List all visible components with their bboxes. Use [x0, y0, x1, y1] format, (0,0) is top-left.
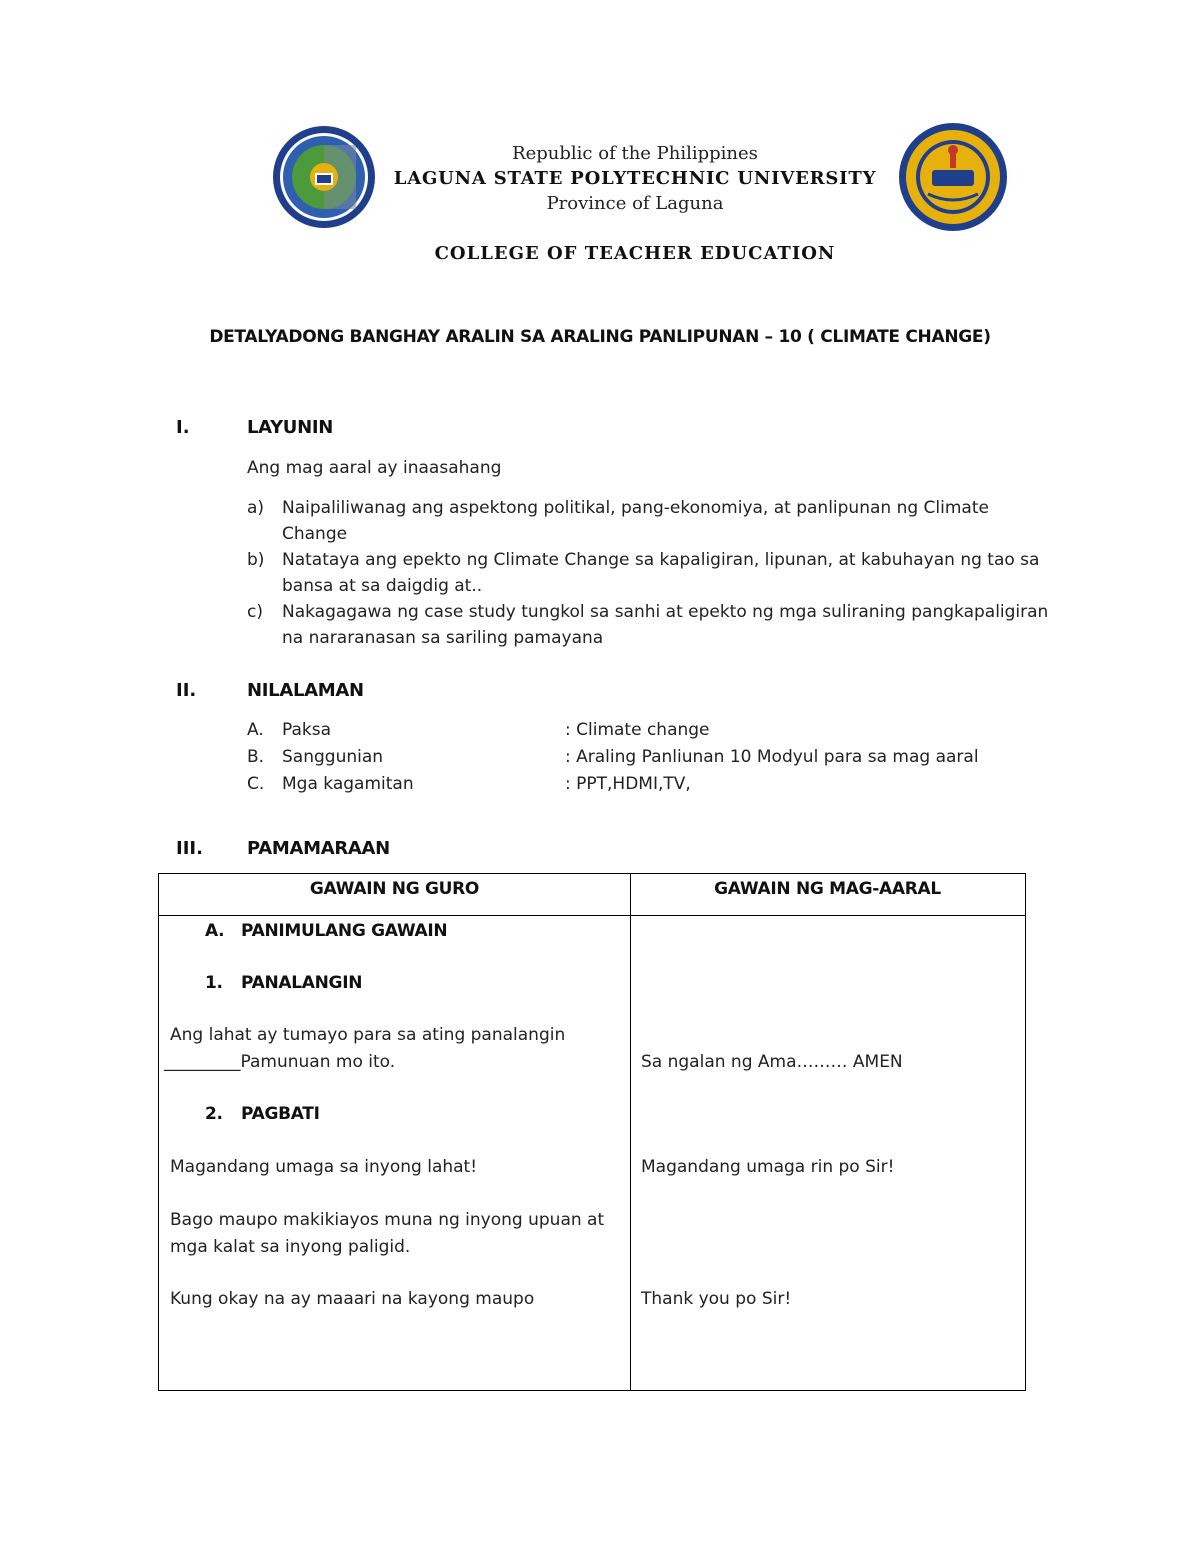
objective-item [247, 599, 1067, 651]
content-value: : Climate change [565, 720, 710, 740]
procedure-table [158, 873, 1026, 1391]
section-number-iii: III. [176, 838, 203, 859]
content-label: Paksa [282, 720, 332, 740]
objective-item [247, 547, 1067, 599]
objective-text: Nakagagawa ng case study tungkol sa sanhi at epekto ng mga suliraning pangkapaligiran na nararanasan sa sariling pamayana [282, 602, 1049, 648]
content-item-kagamitan [247, 774, 691, 800]
magaaral-text-pagbati: Magandang umaga rin po Sir! [641, 1157, 895, 1177]
guro-text-kalat: mga kalat sa inyong paligid. [170, 1237, 411, 1257]
cte-seal-logo [898, 122, 1008, 232]
section-number-ii: II. [176, 680, 197, 701]
guro-text-upuan: Bago maupo makikiayos muna ng inyong upuan at [170, 1210, 605, 1230]
subheading-label: PAGBATI [241, 1104, 320, 1124]
subheading-marker: 2. [205, 1104, 223, 1124]
content-marker: C. [247, 774, 265, 794]
objective-item [247, 495, 1067, 547]
magaaral-text-thankyou: Thank you po Sir! [641, 1289, 792, 1309]
subheading-pagbati [205, 1104, 320, 1124]
content-value: : PPT,HDMI,TV, [565, 774, 691, 794]
section-title-pamamaraan: PAMAMARAAN [247, 838, 390, 859]
content-value: : Araling Panliunan 10 Modyul para sa mag aaral [565, 747, 979, 767]
content-marker: A. [247, 720, 264, 740]
header-college: COLLEGE OF TEACHER EDUCATION [434, 243, 836, 264]
layunin-intro: Ang mag aaral ay inaasahang [247, 458, 502, 478]
table-header-magaaral: GAWAIN NG MAG-AARAL [714, 879, 941, 899]
guro-text-pagbati: Magandang umaga sa inyong lahat! [170, 1157, 478, 1177]
guro-text-pamunuan: _________Pamunuan mo ito. [164, 1052, 396, 1072]
section-title-nilalaman: NILALAMAN [247, 680, 364, 701]
content-label: Sanggunian [282, 747, 384, 767]
guro-text-panalangin: Ang lahat ay tumayo para sa ating panalangin [170, 1025, 566, 1045]
magaaral-text-amen: Sa ngalan ng Ama……… AMEN [641, 1052, 903, 1072]
content-item-paksa [247, 720, 710, 746]
objective-marker: c) [247, 602, 263, 622]
table-header-divider [159, 915, 1025, 916]
subheading-panimula [205, 921, 447, 941]
subheading-marker: 1. [205, 973, 223, 993]
section-title-layunin: LAYUNIN [247, 417, 334, 438]
guro-text-maupo: Kung okay na ay maaari na kayong maupo [170, 1289, 535, 1309]
header-province: Province of Laguna [546, 193, 724, 214]
objective-marker: a) [247, 498, 265, 518]
objective-text: Natataya ang epekto ng Climate Change sa kapaligiran, lipunan, at kabuhayan ng tao sa bansa at sa daigdig at.. [282, 550, 1040, 596]
lesson-plan-title: DETALYADONG BANGHAY ARALIN SA ARALING PANLIPUNAN – 10 ( CLIMATE CHANGE) [209, 327, 991, 347]
content-label: Mga kagamitan [282, 774, 414, 794]
objective-text: Naipaliliwanag ang aspektong politikal, pang-ekonomiya, at panlipunan ng Climate Change [282, 498, 989, 544]
table-column-divider [630, 874, 631, 1390]
subheading-label: PANALANGIN [241, 973, 363, 993]
objective-marker: b) [247, 550, 265, 570]
header-republic: Republic of the Philippines [512, 143, 758, 164]
table-header-guro: GAWAIN NG GURO [309, 879, 480, 899]
subheading-panalangin [205, 973, 362, 993]
section-number-i: I. [176, 417, 190, 438]
content-marker: B. [247, 747, 265, 767]
content-item-sanggunian [247, 747, 979, 773]
subheading-marker: A. [205, 921, 225, 941]
header-university: LAGUNA STATE POLYTECHNIC UNIVERSITY [393, 168, 877, 189]
subheading-label: PANIMULANG GAWAIN [241, 921, 448, 941]
